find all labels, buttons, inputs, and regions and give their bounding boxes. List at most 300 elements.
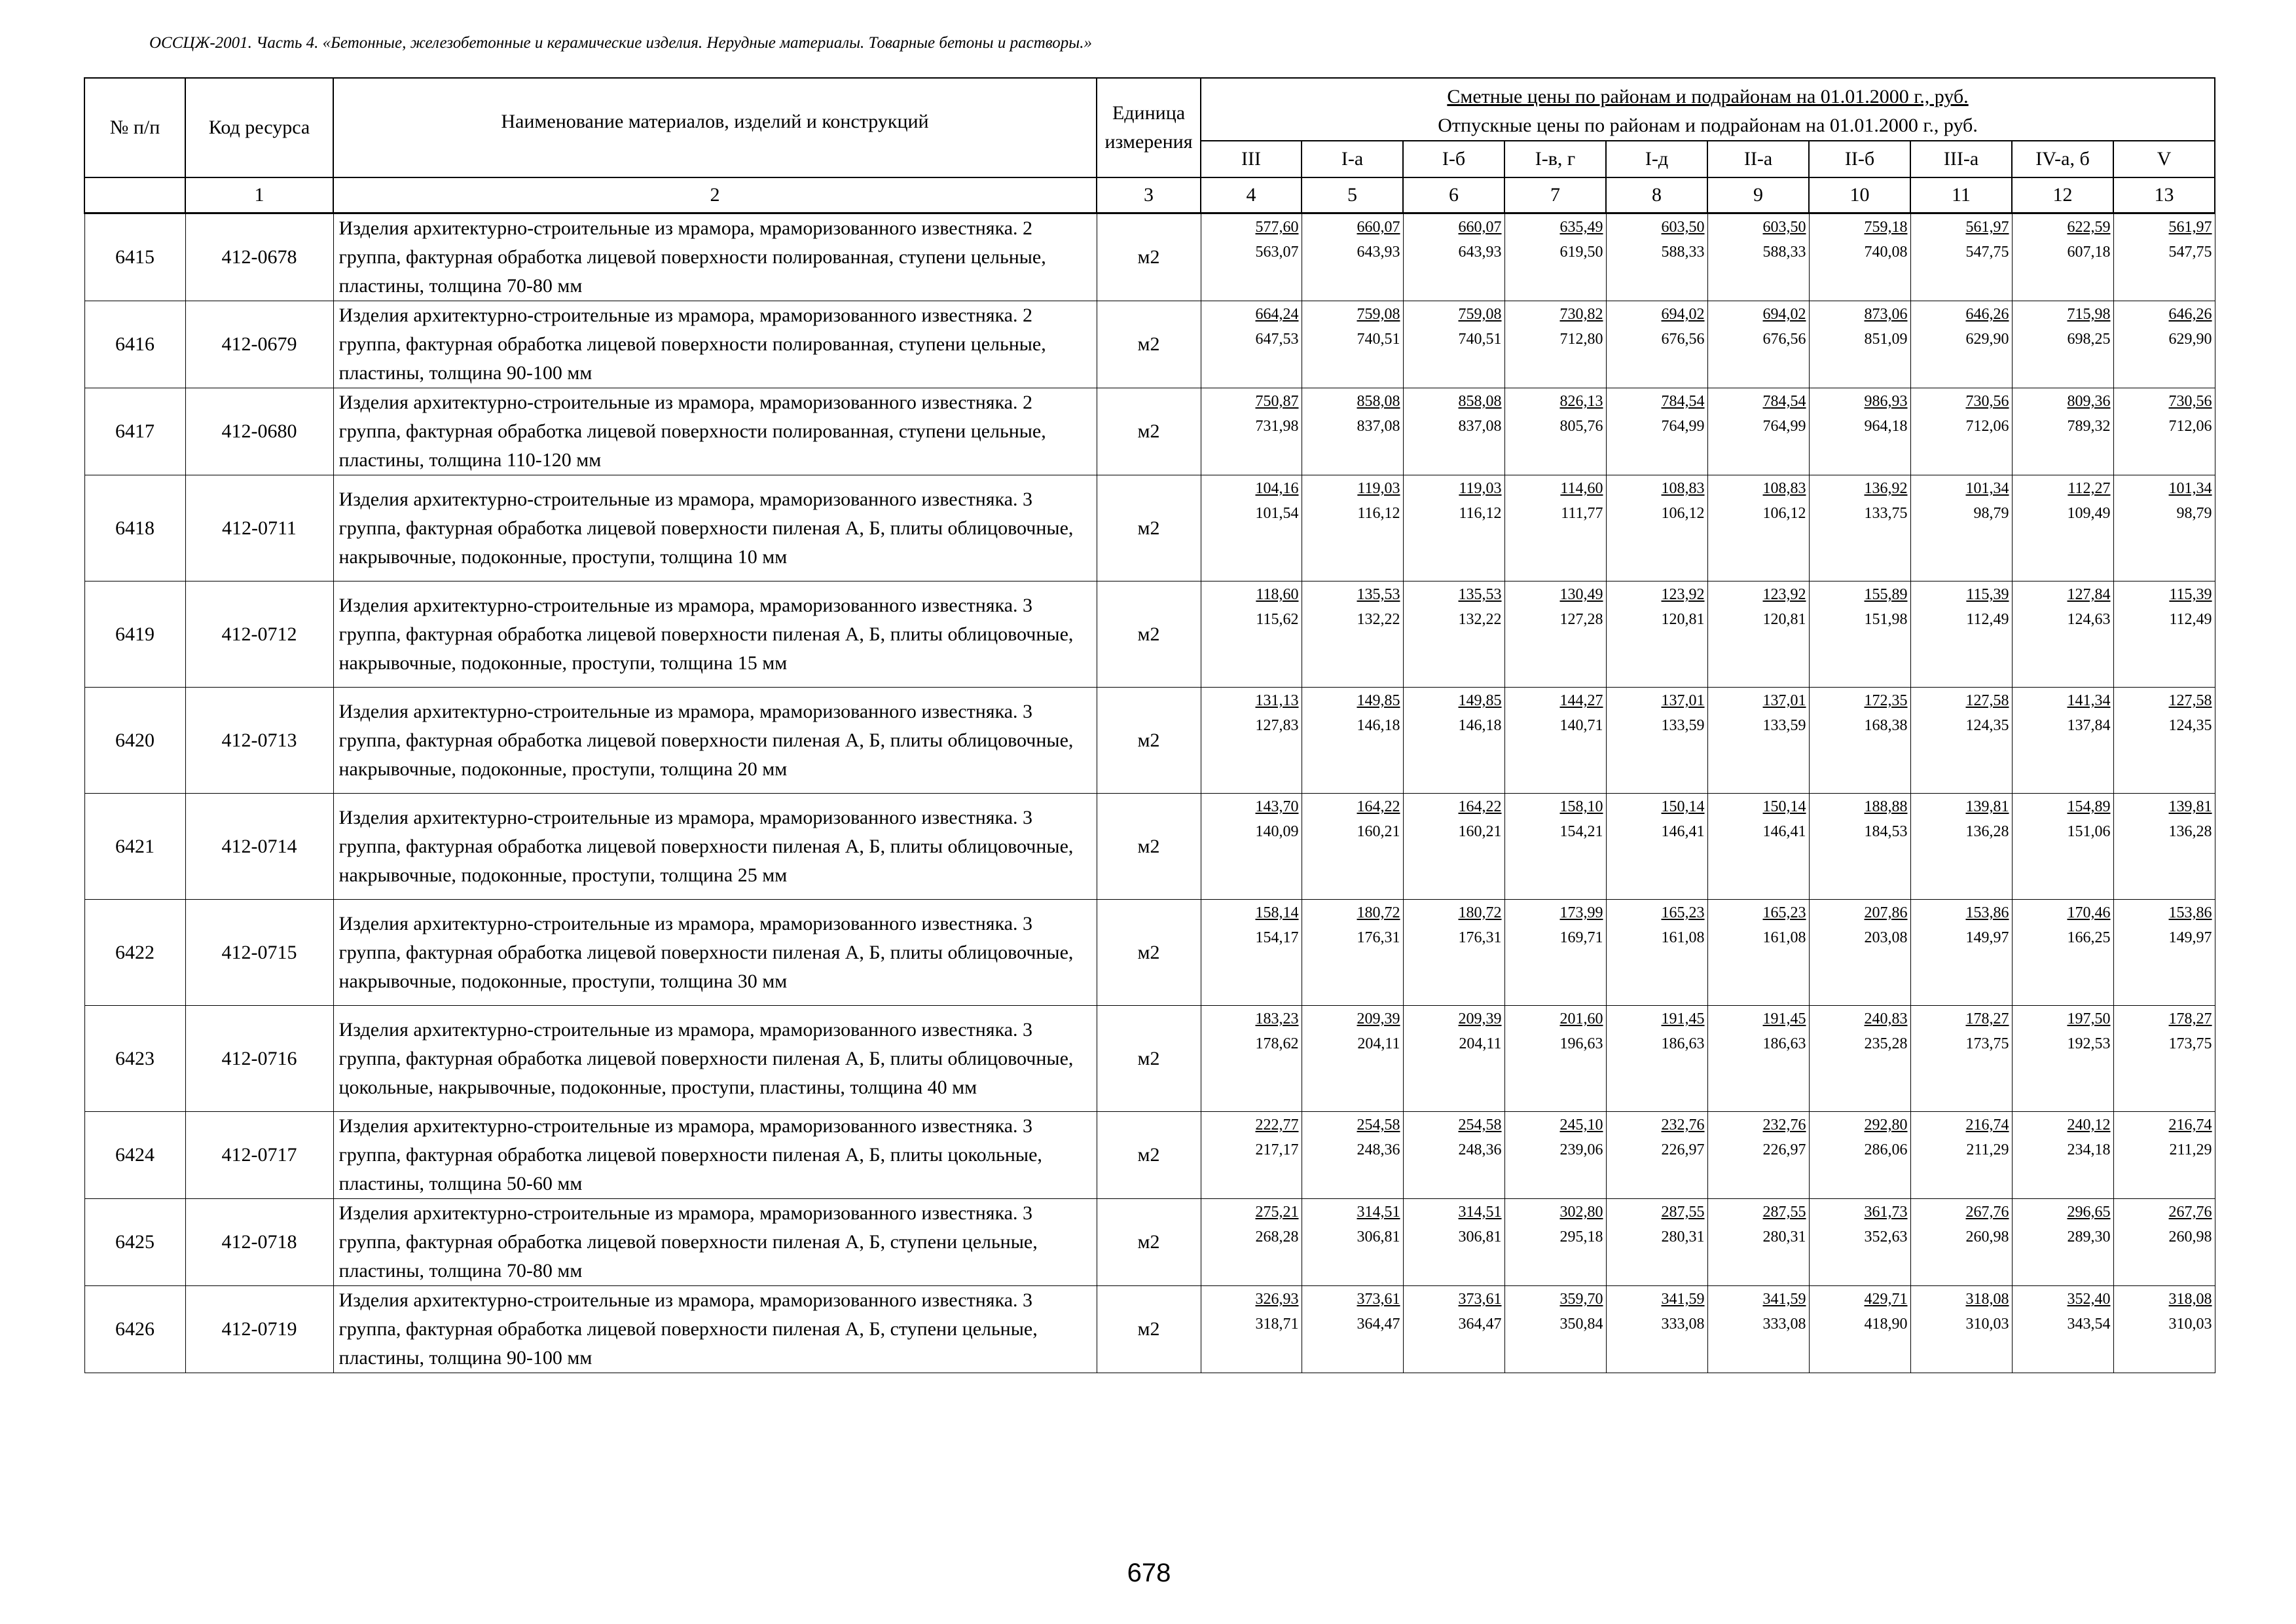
release-price: 226,97 bbox=[1661, 1141, 1705, 1158]
price-cell bbox=[1504, 900, 1606, 1006]
estimate-price: 101,34 bbox=[2168, 480, 2212, 497]
release-price: 203,08 bbox=[1864, 929, 1908, 946]
estimate-price: 137,01 bbox=[1661, 692, 1705, 709]
column-number: 5 bbox=[1302, 177, 1403, 213]
estimate-price: 858,08 bbox=[1458, 393, 1502, 410]
estimate-price: 209,39 bbox=[1458, 1010, 1502, 1027]
price-cell bbox=[1403, 1112, 1504, 1199]
price-cell bbox=[1809, 688, 1910, 794]
price-cell bbox=[2012, 794, 2113, 900]
estimate-price: 254,58 bbox=[1357, 1116, 1400, 1134]
release-price: 837,08 bbox=[1357, 418, 1400, 435]
price-cell bbox=[1201, 1286, 1302, 1373]
estimate-price: 361,73 bbox=[1864, 1204, 1908, 1221]
price-cell bbox=[1707, 475, 1809, 581]
estimate-price: 603,50 bbox=[1762, 219, 1806, 236]
release-price: 676,56 bbox=[1762, 331, 1806, 348]
price-cell bbox=[1302, 1006, 1403, 1112]
release-price: 133,59 bbox=[1762, 717, 1806, 734]
price-cell bbox=[2012, 388, 2113, 475]
price-cell bbox=[1910, 900, 2012, 1006]
price-cell bbox=[1809, 900, 1910, 1006]
column-number-empty bbox=[84, 177, 185, 213]
estimate-price: 131,13 bbox=[1255, 692, 1299, 709]
estimate-price: 646,26 bbox=[2168, 306, 2212, 323]
item-name: Изделия архитектурно-строительные из мрамора, мраморизованного известняка. 3 группа, фактурная обработка лицевой поверхности пиленая А, Б, плиты облицовочные, накрывочные, подоконные, проступи, толщина 15 мм bbox=[333, 581, 1097, 688]
release-price: 280,31 bbox=[1762, 1228, 1806, 1246]
estimate-price: 784,54 bbox=[1661, 393, 1705, 410]
estimate-price: 646,26 bbox=[1965, 306, 2009, 323]
release-price: 333,08 bbox=[1762, 1316, 1806, 1333]
release-price: 133,75 bbox=[1864, 505, 1908, 522]
release-price: 643,93 bbox=[1357, 244, 1400, 261]
estimate-price: 341,59 bbox=[1762, 1291, 1806, 1308]
estimate-price: 296,65 bbox=[2067, 1204, 2111, 1221]
release-price: 166,25 bbox=[2067, 929, 2111, 946]
price-cell bbox=[1201, 794, 1302, 900]
release-price: 607,18 bbox=[2067, 244, 2111, 261]
price-cell bbox=[1403, 213, 1504, 301]
estimate-price: 254,58 bbox=[1458, 1116, 1502, 1134]
resource-code: 412-0719 bbox=[185, 1286, 333, 1373]
release-price: 127,83 bbox=[1255, 717, 1299, 734]
resource-code: 412-0678 bbox=[185, 213, 333, 301]
estimate-price: 108,83 bbox=[1661, 480, 1705, 497]
estimate-price: 216,74 bbox=[2168, 1116, 2212, 1134]
estimate-price: 635,49 bbox=[1559, 219, 1603, 236]
price-cell bbox=[2012, 301, 2113, 388]
release-price: 109,49 bbox=[2067, 505, 2111, 522]
region-header: II-б bbox=[1809, 141, 1910, 177]
estimate-price: 123,92 bbox=[1762, 586, 1806, 603]
estimate-price: 130,49 bbox=[1559, 586, 1603, 603]
estimate-price: 826,13 bbox=[1559, 393, 1603, 410]
unit: м2 bbox=[1097, 1006, 1201, 1112]
release-price: 547,75 bbox=[1965, 244, 2009, 261]
price-cell bbox=[1302, 301, 1403, 388]
estimate-price: 164,22 bbox=[1458, 798, 1502, 815]
price-cell bbox=[2012, 900, 2113, 1006]
release-price: 169,71 bbox=[1559, 929, 1603, 946]
price-cell bbox=[1302, 1286, 1403, 1373]
price-cell bbox=[1504, 1006, 1606, 1112]
release-price: 136,28 bbox=[1965, 823, 2009, 840]
column-number: 11 bbox=[1910, 177, 2012, 213]
release-price: 173,75 bbox=[2168, 1035, 2212, 1052]
release-price: 140,09 bbox=[1255, 823, 1299, 840]
release-price: 268,28 bbox=[1255, 1228, 1299, 1246]
column-number: 3 bbox=[1097, 177, 1201, 213]
estimate-price: 730,56 bbox=[2168, 393, 2212, 410]
release-price: 629,90 bbox=[1965, 331, 2009, 348]
price-cell bbox=[1809, 794, 1910, 900]
table-row bbox=[84, 1006, 2215, 1112]
price-cell bbox=[1302, 475, 1403, 581]
estimate-price: 136,92 bbox=[1864, 480, 1908, 497]
estimate-price: 359,70 bbox=[1559, 1291, 1603, 1308]
price-cell bbox=[1403, 301, 1504, 388]
table-row bbox=[84, 794, 2215, 900]
resource-code: 412-0711 bbox=[185, 475, 333, 581]
release-price: 140,71 bbox=[1559, 717, 1603, 734]
price-cell bbox=[1809, 1112, 1910, 1199]
estimate-price: 603,50 bbox=[1661, 219, 1705, 236]
column-number-row bbox=[84, 177, 2215, 213]
row-number: 6416 bbox=[84, 301, 185, 388]
release-price: 137,84 bbox=[2067, 717, 2111, 734]
estimate-price: 149,85 bbox=[1458, 692, 1502, 709]
price-cell bbox=[2012, 1286, 2113, 1373]
estimate-price: 155,89 bbox=[1864, 586, 1908, 603]
estimate-price: 114,60 bbox=[1560, 480, 1603, 497]
price-cell bbox=[2012, 1112, 2113, 1199]
estimate-price: 141,34 bbox=[2067, 692, 2111, 709]
release-price: 146,41 bbox=[1762, 823, 1806, 840]
price-cell bbox=[2012, 688, 2113, 794]
resource-code: 412-0679 bbox=[185, 301, 333, 388]
price-cell bbox=[1302, 213, 1403, 301]
price-cell bbox=[2012, 1006, 2113, 1112]
release-price: 676,56 bbox=[1661, 331, 1705, 348]
estimate-price: 180,72 bbox=[1357, 904, 1400, 921]
estimate-price: 112,27 bbox=[2068, 480, 2111, 497]
price-cell bbox=[1504, 388, 1606, 475]
price-cell bbox=[1606, 388, 1707, 475]
price-cell bbox=[1606, 688, 1707, 794]
price-cell bbox=[1201, 475, 1302, 581]
release-price: 192,53 bbox=[2067, 1035, 2111, 1052]
release-price: 350,84 bbox=[1559, 1316, 1603, 1333]
estimate-price: 858,08 bbox=[1357, 393, 1400, 410]
header-unit-line1: Единица bbox=[1112, 102, 1186, 124]
price-cell bbox=[1707, 213, 1809, 301]
release-price: 318,71 bbox=[1255, 1316, 1299, 1333]
estimate-price: 267,76 bbox=[2168, 1204, 2212, 1221]
estimate-price: 172,35 bbox=[1864, 692, 1908, 709]
row-number: 6417 bbox=[84, 388, 185, 475]
price-cell bbox=[1403, 388, 1504, 475]
price-cell bbox=[1504, 1112, 1606, 1199]
estimate-price: 165,23 bbox=[1661, 904, 1705, 921]
column-number: 12 bbox=[2012, 177, 2113, 213]
estimate-price: 127,58 bbox=[2168, 692, 2212, 709]
release-price: 101,54 bbox=[1255, 505, 1299, 522]
region-header: III-а bbox=[1910, 141, 2012, 177]
estimate-price: 232,76 bbox=[1762, 1116, 1806, 1134]
row-number: 6425 bbox=[84, 1199, 185, 1286]
release-price: 173,75 bbox=[1965, 1035, 2009, 1052]
table-row bbox=[84, 475, 2215, 581]
estimate-price: 352,40 bbox=[2067, 1291, 2111, 1308]
release-price: 184,53 bbox=[1864, 823, 1908, 840]
release-price: 563,07 bbox=[1255, 244, 1299, 261]
unit: м2 bbox=[1097, 213, 1201, 301]
unit: м2 bbox=[1097, 1112, 1201, 1199]
price-cell bbox=[1201, 388, 1302, 475]
estimate-price: 759,08 bbox=[1458, 306, 1502, 323]
release-price: 161,08 bbox=[1762, 929, 1806, 946]
release-price: 306,81 bbox=[1357, 1228, 1400, 1246]
estimate-price: 178,27 bbox=[1965, 1010, 2009, 1027]
price-cell bbox=[1403, 1199, 1504, 1286]
price-cell bbox=[1302, 1112, 1403, 1199]
estimate-price: 188,88 bbox=[1864, 798, 1908, 815]
unit: м2 bbox=[1097, 581, 1201, 688]
release-price: 116,12 bbox=[1357, 505, 1400, 522]
release-price: 146,41 bbox=[1661, 823, 1705, 840]
release-price: 619,50 bbox=[1559, 244, 1603, 261]
header-prices bbox=[1201, 78, 2215, 141]
release-price: 146,18 bbox=[1458, 717, 1502, 734]
estimate-price: 139,81 bbox=[2168, 798, 2212, 815]
price-cell bbox=[2012, 213, 2113, 301]
release-price: 98,79 bbox=[2176, 505, 2212, 522]
table-row bbox=[84, 688, 2215, 794]
release-price: 124,35 bbox=[2168, 717, 2212, 734]
column-number: 13 bbox=[2113, 177, 2215, 213]
estimate-price: 715,98 bbox=[2067, 306, 2111, 323]
price-cell bbox=[1606, 794, 1707, 900]
release-price: 176,31 bbox=[1357, 929, 1400, 946]
price-cell bbox=[1606, 1286, 1707, 1373]
release-price: 154,17 bbox=[1255, 929, 1299, 946]
price-cell bbox=[1910, 581, 2012, 688]
price-cell bbox=[1910, 213, 2012, 301]
estimate-price: 561,97 bbox=[1965, 219, 2009, 236]
estimate-price: 143,70 bbox=[1255, 798, 1299, 815]
release-price: 364,47 bbox=[1357, 1316, 1400, 1333]
price-cell bbox=[1302, 794, 1403, 900]
estimate-price: 267,76 bbox=[1965, 1204, 2009, 1221]
estimate-price: 209,39 bbox=[1357, 1010, 1400, 1027]
release-price: 217,17 bbox=[1255, 1141, 1299, 1158]
estimate-price: 173,99 bbox=[1559, 904, 1603, 921]
price-cell bbox=[1504, 301, 1606, 388]
row-number: 6426 bbox=[84, 1286, 185, 1373]
estimate-price: 191,45 bbox=[1762, 1010, 1806, 1027]
release-price: 161,08 bbox=[1661, 929, 1705, 946]
release-price: 248,36 bbox=[1357, 1141, 1400, 1158]
item-name: Изделия архитектурно-строительные из мрамора, мраморизованного известняка. 3 группа, фактурная обработка лицевой поверхности пиленая А, Б, ступени цельные, пластины, толщина 90-100 мм bbox=[333, 1286, 1097, 1373]
table-row bbox=[84, 1199, 2215, 1286]
price-cell bbox=[2012, 475, 2113, 581]
price-cell bbox=[2113, 581, 2215, 688]
column-number: 2 bbox=[333, 177, 1097, 213]
release-price: 239,06 bbox=[1559, 1141, 1603, 1158]
region-header: III bbox=[1201, 141, 1302, 177]
price-cell bbox=[1201, 900, 1302, 1006]
price-cell bbox=[1809, 388, 1910, 475]
release-price: 146,18 bbox=[1357, 717, 1400, 734]
estimate-price: 302,80 bbox=[1559, 1204, 1603, 1221]
column-number: 6 bbox=[1403, 177, 1504, 213]
release-price: 133,59 bbox=[1661, 717, 1705, 734]
column-number: 10 bbox=[1809, 177, 1910, 213]
resource-code: 412-0718 bbox=[185, 1199, 333, 1286]
estimate-price: 153,86 bbox=[2168, 904, 2212, 921]
release-price: 588,33 bbox=[1762, 244, 1806, 261]
item-name: Изделия архитектурно-строительные из мрамора, мраморизованного известняка. 3 группа, фактурная обработка лицевой поверхности пиленая А, Б, плиты облицовочные, накрывочные, подоконные, проступи, толщина 25 мм bbox=[333, 794, 1097, 900]
release-price: 111,77 bbox=[1561, 505, 1603, 522]
release-price: 310,03 bbox=[1965, 1316, 2009, 1333]
table-row bbox=[84, 900, 2215, 1006]
estimate-price: 730,82 bbox=[1559, 306, 1603, 323]
price-cell bbox=[1809, 1286, 1910, 1373]
price-cell bbox=[1707, 581, 1809, 688]
release-price: 740,08 bbox=[1864, 244, 1908, 261]
estimate-price: 809,36 bbox=[2067, 393, 2111, 410]
release-price: 136,28 bbox=[2168, 823, 2212, 840]
release-price: 106,12 bbox=[1762, 505, 1806, 522]
estimate-price: 694,02 bbox=[1661, 306, 1705, 323]
release-price: 289,30 bbox=[2067, 1228, 2111, 1246]
row-number: 6419 bbox=[84, 581, 185, 688]
price-cell bbox=[1302, 688, 1403, 794]
release-price: 310,03 bbox=[2168, 1316, 2212, 1333]
estimate-price: 245,10 bbox=[1559, 1116, 1603, 1134]
release-price: 176,31 bbox=[1458, 929, 1502, 946]
estimate-price: 287,55 bbox=[1762, 1204, 1806, 1221]
estimate-price: 759,18 bbox=[1864, 219, 1908, 236]
estimate-price: 135,53 bbox=[1357, 586, 1400, 603]
price-cell bbox=[1403, 688, 1504, 794]
release-price: 211,29 bbox=[2169, 1141, 2212, 1158]
estimate-price: 577,60 bbox=[1255, 219, 1299, 236]
release-price: 740,51 bbox=[1458, 331, 1502, 348]
price-cell bbox=[1910, 1286, 2012, 1373]
release-price: 851,09 bbox=[1864, 331, 1908, 348]
estimate-price: 240,12 bbox=[2067, 1116, 2111, 1134]
item-name: Изделия архитектурно-строительные из мрамора, мраморизованного известняка. 2 группа, фактурная обработка лицевой поверхности полированная, ступени цельные, пластины, толщина 90-100 мм bbox=[333, 301, 1097, 388]
estimate-price: 197,50 bbox=[2067, 1010, 2111, 1027]
resource-code: 412-0717 bbox=[185, 1112, 333, 1199]
release-price: 712,06 bbox=[1965, 418, 2009, 435]
price-cell bbox=[1707, 1006, 1809, 1112]
estimate-price: 622,59 bbox=[2067, 219, 2111, 236]
release-price: 712,80 bbox=[1559, 331, 1603, 348]
estimate-price: 660,07 bbox=[1357, 219, 1400, 236]
release-price: 964,18 bbox=[1864, 418, 1908, 435]
release-price: 98,79 bbox=[1973, 505, 2009, 522]
price-cell bbox=[1403, 900, 1504, 1006]
release-price: 364,47 bbox=[1458, 1316, 1502, 1333]
price-cell bbox=[1403, 581, 1504, 688]
item-name: Изделия архитектурно-строительные из мрамора, мраморизованного известняка. 3 группа, фактурная обработка лицевой поверхности пиленая А, Б, плиты облицовочные, накрывочные, подоконные, проступи, толщина 20 мм bbox=[333, 688, 1097, 794]
release-price: 132,22 bbox=[1357, 611, 1400, 628]
release-price: 333,08 bbox=[1661, 1316, 1705, 1333]
release-price: 149,97 bbox=[1965, 929, 2009, 946]
estimate-price: 314,51 bbox=[1458, 1204, 1502, 1221]
table-header bbox=[84, 78, 2215, 213]
release-price: 106,12 bbox=[1661, 505, 1705, 522]
release-price: 235,28 bbox=[1864, 1035, 1908, 1052]
resource-code: 412-0715 bbox=[185, 900, 333, 1006]
release-price: 124,35 bbox=[1965, 717, 2009, 734]
price-cell bbox=[2113, 1006, 2215, 1112]
price-cell bbox=[2113, 301, 2215, 388]
price-cell bbox=[1504, 1286, 1606, 1373]
estimate-price: 216,74 bbox=[1965, 1116, 2009, 1134]
item-name: Изделия архитектурно-строительные из мрамора, мраморизованного известняка. 3 группа, фактурная обработка лицевой поверхности пиленая А, Б, плиты облицовочные, накрывочные, подоконные, проступи, толщина 30 мм bbox=[333, 900, 1097, 1006]
region-header: I-б bbox=[1403, 141, 1504, 177]
release-price: 116,12 bbox=[1459, 505, 1502, 522]
estimate-price: 119,03 bbox=[1357, 480, 1400, 497]
release-price: 295,18 bbox=[1559, 1228, 1603, 1246]
item-name: Изделия архитектурно-строительные из мрамора, мраморизованного известняка. 2 группа, фактурная обработка лицевой поверхности полированная, ступени цельные, пластины, толщина 110-120 мм bbox=[333, 388, 1097, 475]
release-price: 698,25 bbox=[2067, 331, 2111, 348]
price-cell bbox=[1504, 475, 1606, 581]
estimate-price: 660,07 bbox=[1458, 219, 1502, 236]
release-price: 286,06 bbox=[1864, 1141, 1908, 1158]
estimate-price: 750,87 bbox=[1255, 393, 1299, 410]
estimate-price: 373,61 bbox=[1458, 1291, 1502, 1308]
price-cell bbox=[1910, 388, 2012, 475]
estimate-price: 314,51 bbox=[1357, 1204, 1400, 1221]
estimate-price: 170,46 bbox=[2067, 904, 2111, 921]
estimate-price: 873,06 bbox=[1864, 306, 1908, 323]
price-cell bbox=[1606, 581, 1707, 688]
release-price: 260,98 bbox=[1965, 1228, 2009, 1246]
price-cell bbox=[1201, 1112, 1302, 1199]
release-price: 629,90 bbox=[2168, 331, 2212, 348]
price-cell bbox=[1302, 1199, 1403, 1286]
estimate-price: 154,89 bbox=[2067, 798, 2111, 815]
table-row bbox=[84, 388, 2215, 475]
estimate-price: 144,27 bbox=[1559, 692, 1603, 709]
table-row bbox=[84, 1112, 2215, 1199]
estimate-price: 373,61 bbox=[1357, 1291, 1400, 1308]
price-cell bbox=[1403, 794, 1504, 900]
price-cell bbox=[1910, 1006, 2012, 1112]
release-price: 127,28 bbox=[1559, 611, 1603, 628]
resource-code: 412-0680 bbox=[185, 388, 333, 475]
estimate-price: 108,83 bbox=[1762, 480, 1806, 497]
column-number: 1 bbox=[185, 177, 333, 213]
price-cell bbox=[2012, 1199, 2113, 1286]
price-cell bbox=[2113, 1199, 2215, 1286]
price-cell bbox=[1302, 388, 1403, 475]
release-price: 764,99 bbox=[1661, 418, 1705, 435]
estimate-price: 104,16 bbox=[1255, 480, 1299, 497]
table-row bbox=[84, 213, 2215, 301]
price-table bbox=[84, 77, 2215, 1373]
price-cell bbox=[1809, 581, 1910, 688]
price-cell bbox=[1809, 1006, 1910, 1112]
estimate-price: 429,71 bbox=[1864, 1291, 1908, 1308]
price-cell bbox=[1707, 794, 1809, 900]
item-name: Изделия архитектурно-строительные из мрамора, мраморизованного известняка. 2 группа, фактурная обработка лицевой поверхности полированная, ступени цельные, пластины, толщина 70-80 мм bbox=[333, 213, 1097, 301]
resource-code: 412-0712 bbox=[185, 581, 333, 688]
release-price: 643,93 bbox=[1458, 244, 1502, 261]
unit: м2 bbox=[1097, 475, 1201, 581]
estimate-price: 240,83 bbox=[1864, 1010, 1908, 1027]
resource-code: 412-0714 bbox=[185, 794, 333, 900]
release-price: 151,06 bbox=[2067, 823, 2111, 840]
release-price: 112,49 bbox=[2169, 611, 2212, 628]
release-price: 306,81 bbox=[1458, 1228, 1502, 1246]
price-cell bbox=[1504, 688, 1606, 794]
unit: м2 bbox=[1097, 301, 1201, 388]
estimate-price: 158,10 bbox=[1559, 798, 1603, 815]
price-cell bbox=[1201, 213, 1302, 301]
header-num: № п/п bbox=[84, 78, 185, 177]
release-price: 588,33 bbox=[1661, 244, 1705, 261]
price-cell bbox=[2113, 388, 2215, 475]
row-number: 6421 bbox=[84, 794, 185, 900]
release-price: 226,97 bbox=[1762, 1141, 1806, 1158]
estimate-price: 275,21 bbox=[1255, 1204, 1299, 1221]
price-cell bbox=[2113, 900, 2215, 1006]
